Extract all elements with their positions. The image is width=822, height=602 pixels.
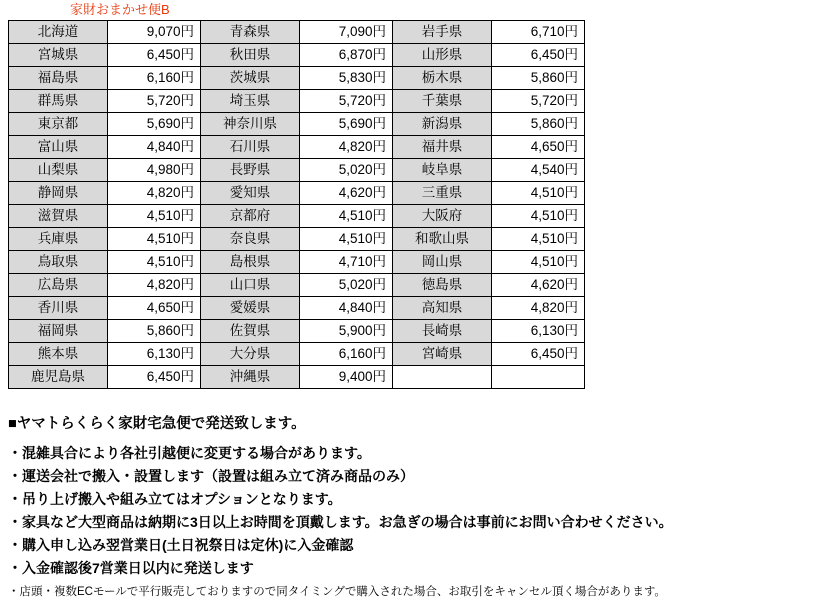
- price-cell: 4,540円: [492, 159, 585, 182]
- price-cell: 5,720円: [492, 90, 585, 113]
- price-cell: 5,720円: [108, 90, 201, 113]
- price-cell: 6,870円: [300, 44, 393, 67]
- price-cell: 4,510円: [108, 251, 201, 274]
- table-row: [9, 21, 585, 44]
- table-row: [9, 297, 585, 320]
- price-cell: 6,450円: [492, 343, 585, 366]
- prefecture-cell: 福井県: [393, 136, 492, 159]
- prefecture-cell: 佐賀県: [201, 320, 300, 343]
- prefecture-cell: 滋賀県: [9, 205, 108, 228]
- prefecture-cell: 東京都: [9, 113, 108, 136]
- table-row: [9, 67, 585, 90]
- price-cell: 5,830円: [300, 67, 393, 90]
- prefecture-cell: 宮城県: [9, 44, 108, 67]
- prefecture-cell: 静岡県: [9, 182, 108, 205]
- table-row: [9, 320, 585, 343]
- table-row: [9, 366, 585, 389]
- price-cell: 6,160円: [300, 343, 393, 366]
- page-title: 家財おまかせ便B: [70, 2, 170, 17]
- price-cell: 5,860円: [108, 320, 201, 343]
- price-cell: 4,510円: [492, 228, 585, 251]
- prefecture-cell: 北海道: [9, 21, 108, 44]
- price-cell: 4,650円: [108, 297, 201, 320]
- shipping-fee-table: [8, 20, 585, 389]
- table-row: [9, 90, 585, 113]
- price-cell: 9,400円: [300, 366, 393, 389]
- prefecture-cell: 埼玉県: [201, 90, 300, 113]
- prefecture-cell: 和歌山県: [393, 228, 492, 251]
- prefecture-cell: 宮崎県: [393, 343, 492, 366]
- table-row: [9, 113, 585, 136]
- prefecture-cell: 奈良県: [201, 228, 300, 251]
- prefecture-cell: 三重県: [393, 182, 492, 205]
- prefecture-cell: 青森県: [201, 21, 300, 44]
- price-cell: 6,160円: [108, 67, 201, 90]
- price-cell: 4,620円: [492, 274, 585, 297]
- prefecture-cell: 山形県: [393, 44, 492, 67]
- price-cell: 6,130円: [492, 320, 585, 343]
- prefecture-cell: 秋田県: [201, 44, 300, 67]
- prefecture-cell: 神奈川県: [201, 113, 300, 136]
- price-cell: 6,450円: [492, 44, 585, 67]
- price-cell: 5,900円: [300, 320, 393, 343]
- note-fine-print: ・店頭・複数ECモールで平行販売しておりますので同タイミングで購入された場合、お取引をキャンセル頂く場合があります。: [8, 586, 666, 598]
- prefecture-cell: 茨城県: [201, 67, 300, 90]
- price-cell: 5,860円: [492, 113, 585, 136]
- prefecture-cell: 沖縄県: [201, 366, 300, 389]
- empty-cell: [393, 366, 492, 389]
- prefecture-cell: 岩手県: [393, 21, 492, 44]
- prefecture-cell: 群馬県: [9, 90, 108, 113]
- prefecture-cell: 富山県: [9, 136, 108, 159]
- prefecture-cell: 島根県: [201, 251, 300, 274]
- prefecture-cell: 山口県: [201, 274, 300, 297]
- table-row: [9, 343, 585, 366]
- price-cell: 4,510円: [108, 205, 201, 228]
- price-cell: 5,020円: [300, 159, 393, 182]
- prefecture-cell: 愛知県: [201, 182, 300, 205]
- table-row: [9, 44, 585, 67]
- note-line: ・購入申し込み翌営業日(土日祝祭日は定休)に入金確認: [8, 537, 354, 553]
- table-row: [9, 228, 585, 251]
- note-line: ・家具など大型商品は納期に3日以上お時間を頂戴します。お急ぎの場合は事前にお問い合わせください。: [8, 514, 673, 530]
- price-cell: 4,820円: [108, 274, 201, 297]
- price-cell: 6,450円: [108, 366, 201, 389]
- price-cell: 5,690円: [300, 113, 393, 136]
- price-cell: 4,820円: [108, 182, 201, 205]
- price-cell: 6,710円: [492, 21, 585, 44]
- table-row: [9, 159, 585, 182]
- empty-cell: [492, 366, 585, 389]
- prefecture-cell: 岡山県: [393, 251, 492, 274]
- price-cell: 4,980円: [108, 159, 201, 182]
- prefecture-cell: 兵庫県: [9, 228, 108, 251]
- prefecture-cell: 京都府: [201, 205, 300, 228]
- prefecture-cell: 愛媛県: [201, 297, 300, 320]
- note-line: ・入金確認後7営業日以内に発送します: [8, 560, 254, 576]
- table-row: [9, 205, 585, 228]
- prefecture-cell: 岐阜県: [393, 159, 492, 182]
- prefecture-cell: 長野県: [201, 159, 300, 182]
- note-line: ・運送会社で搬入・設置します（設置は組み立て済み商品のみ）: [8, 468, 414, 484]
- price-cell: 4,820円: [492, 297, 585, 320]
- price-cell: 6,450円: [108, 44, 201, 67]
- prefecture-cell: 大阪府: [393, 205, 492, 228]
- prefecture-cell: 熊本県: [9, 343, 108, 366]
- prefecture-cell: 長崎県: [393, 320, 492, 343]
- prefecture-cell: 栃木県: [393, 67, 492, 90]
- price-cell: 5,720円: [300, 90, 393, 113]
- price-cell: 4,710円: [300, 251, 393, 274]
- price-cell: 6,130円: [108, 343, 201, 366]
- table-row: [9, 182, 585, 205]
- prefecture-cell: 鹿児島県: [9, 366, 108, 389]
- notes-section: [8, 412, 808, 602]
- price-cell: 4,650円: [492, 136, 585, 159]
- price-cell: 4,510円: [492, 205, 585, 228]
- price-cell: 4,510円: [300, 205, 393, 228]
- table-row: [9, 136, 585, 159]
- prefecture-cell: 高知県: [393, 297, 492, 320]
- price-cell: 4,840円: [108, 136, 201, 159]
- prefecture-cell: 石川県: [201, 136, 300, 159]
- price-cell: 9,070円: [108, 21, 201, 44]
- price-cell: 4,820円: [300, 136, 393, 159]
- prefecture-cell: 千葉県: [393, 90, 492, 113]
- price-cell: 4,510円: [492, 251, 585, 274]
- price-cell: 7,090円: [300, 21, 393, 44]
- price-cell: 4,840円: [300, 297, 393, 320]
- note-line: ・吊り上げ搬入や組み立てはオプションとなります。: [8, 491, 342, 507]
- prefecture-cell: 香川県: [9, 297, 108, 320]
- table-row: [9, 274, 585, 297]
- table-body: [9, 21, 585, 389]
- price-cell: 5,860円: [492, 67, 585, 90]
- prefecture-cell: 山梨県: [9, 159, 108, 182]
- prefecture-cell: 福岡県: [9, 320, 108, 343]
- price-cell: 4,510円: [300, 228, 393, 251]
- price-cell: 5,020円: [300, 274, 393, 297]
- prefecture-cell: 福島県: [9, 67, 108, 90]
- notes-heading: ■ヤマトらくらく家財宅急便で発送致します。: [8, 416, 306, 432]
- note-line: ・混雑具合により各社引越便に変更する場合があります。: [8, 445, 371, 461]
- table-row: [9, 251, 585, 274]
- prefecture-cell: 広島県: [9, 274, 108, 297]
- prefecture-cell: 大分県: [201, 343, 300, 366]
- prefecture-cell: 新潟県: [393, 113, 492, 136]
- price-cell: 4,620円: [300, 182, 393, 205]
- price-cell: 5,690円: [108, 113, 201, 136]
- price-cell: 4,510円: [492, 182, 585, 205]
- prefecture-cell: 徳島県: [393, 274, 492, 297]
- price-cell: 4,510円: [108, 228, 201, 251]
- prefecture-cell: 鳥取県: [9, 251, 108, 274]
